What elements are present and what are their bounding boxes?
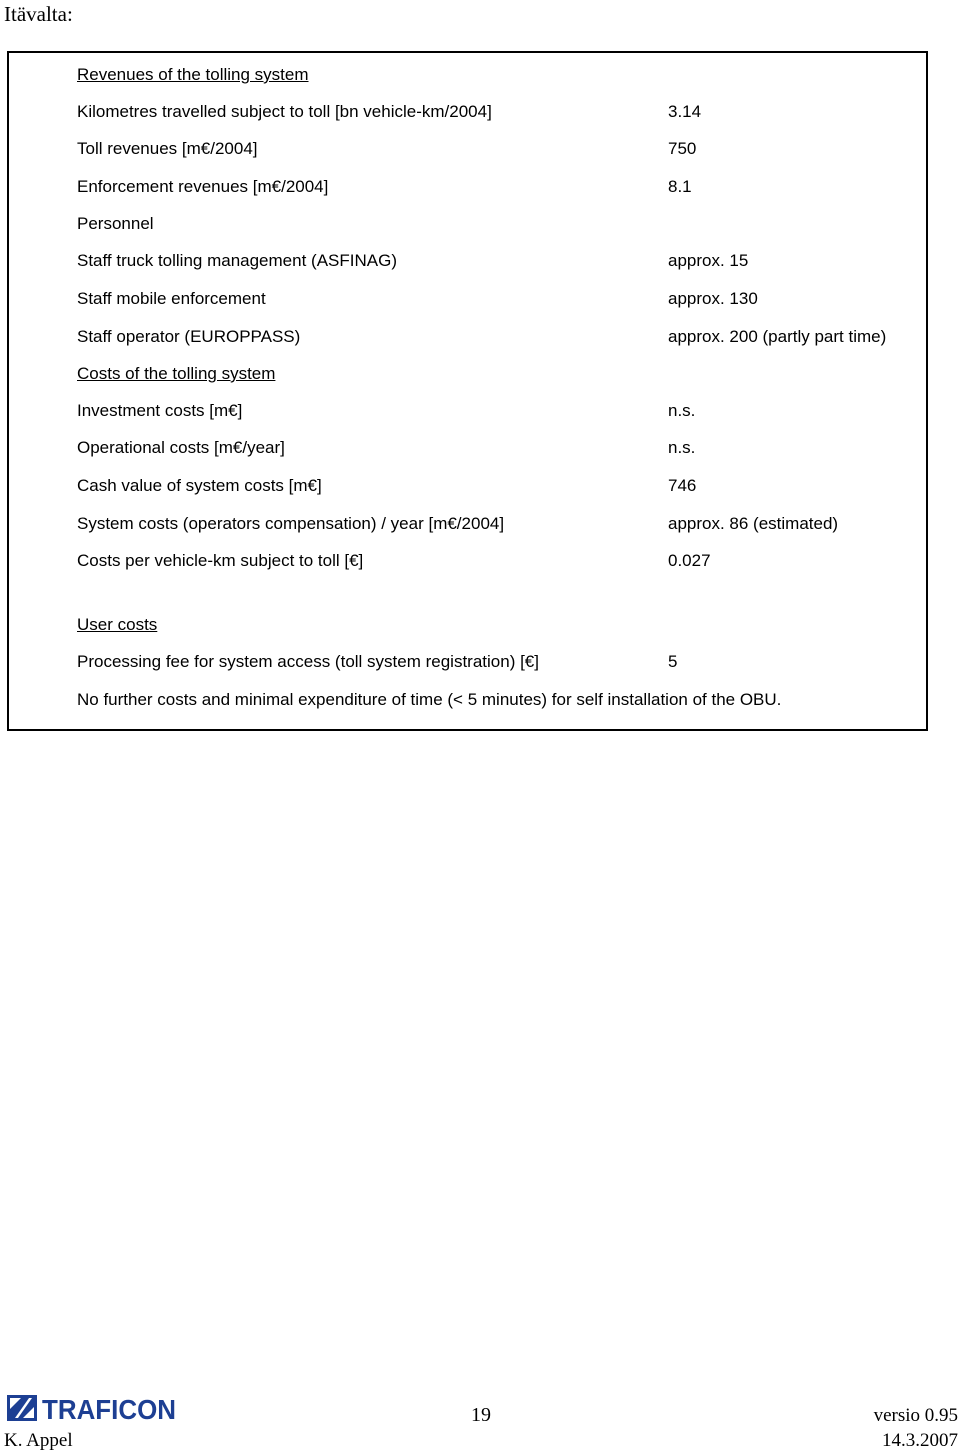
staff-mobile-label: Staff mobile enforcement (77, 289, 266, 308)
user-costs-section-title: User costs (77, 615, 158, 634)
document-date: 14.3.2007 (882, 1430, 958, 1451)
tolling-summary-box (7, 51, 928, 731)
km-travelled-value: 3.14 (668, 102, 702, 121)
traficon-logo (7, 1392, 179, 1424)
processing-fee-value: 5 (668, 652, 678, 671)
traficon-logo-text: TRAFICON (42, 1394, 176, 1424)
author-name: K. Appel (4, 1430, 73, 1451)
staff-operator-label: Staff operator (EUROPPASS) (77, 327, 301, 346)
processing-fee-label: Processing fee for system access (toll system registration) [€] (77, 652, 539, 671)
staff-truck-label: Staff truck tolling management (ASFINAG) (77, 251, 397, 270)
investment-costs-value: n.s. (668, 401, 696, 420)
cash-value-value: 746 (668, 476, 697, 495)
toll-revenues-value: 750 (668, 139, 697, 158)
staff-truck-value: approx. 15 (668, 251, 749, 270)
enforcement-revenues-label: Enforcement revenues [m€/2004] (77, 177, 329, 196)
enforcement-revenues-value: 8.1 (668, 177, 692, 196)
version-label: versio 0.95 (873, 1405, 958, 1426)
toll-revenues-label: Toll revenues [m€/2004] (77, 139, 258, 158)
staff-operator-value: approx. 200 (partly part time) (668, 327, 887, 346)
revenues-section-title: Revenues of the tolling system (77, 65, 309, 84)
operational-costs-label: Operational costs [m€/year] (77, 438, 285, 457)
page-number: 19 (471, 1404, 491, 1426)
costs-per-km-label: Costs per vehicle-km subject to toll [€] (77, 551, 364, 570)
costs-section-title: Costs of the tolling system (77, 364, 276, 383)
traficon-logo-mark (7, 1395, 37, 1421)
costs-per-km-value: 0.027 (668, 551, 711, 570)
operational-costs-value: n.s. (668, 438, 696, 457)
investment-costs-label: Investment costs [m€] (77, 401, 243, 420)
personnel-section-title: Personnel (77, 214, 154, 233)
system-costs-label: System costs (operators compensation) / year [m€/2004] (77, 514, 505, 533)
staff-mobile-value: approx. 130 (668, 289, 758, 308)
page-heading: Itävalta: (4, 2, 73, 26)
km-travelled-label: Kilometres travelled subject to toll [bn vehicle-km/2004] (77, 102, 492, 121)
system-costs-value: approx. 86 (estimated) (668, 514, 839, 533)
user-costs-note: No further costs and minimal expenditure of time (< 5 minutes) for self installation of the OBU. (77, 690, 782, 709)
cash-value-label: Cash value of system costs [m€] (77, 476, 322, 495)
